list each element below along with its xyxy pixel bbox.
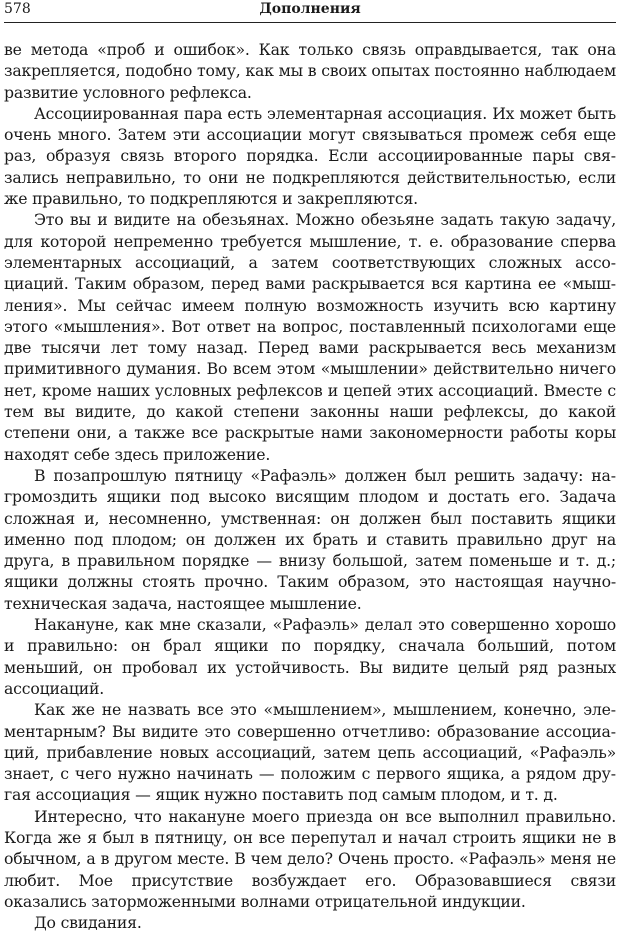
paragraph: В позапрошлую пятницу «Рафаэль» должен был решить задачу: нагромоздить ящики под высоко висящим плодом и достать его. Задача сложная и, несомненно, умственная: он должен был поставить ящики именно под плодом; он должен их брать и ставить правильно друг на друга, в правильном порядке — внизу большой, затем поменьше и т. д.; ящики должны стоять прочно. Таким образом, это настоящая научно-техническая задача, настоящее мышление. — [4, 465, 616, 613]
paragraph: Интересно, что накануне моего приезда он все выполнил правильно. Когда же я был в пятницу, он все перепутал и начал строить ящики не в обычном, а в другом месте. В чем дело? Очень просто. «Рафаэль» меня не любит. Мое присутствие возбуждает его. Образовавшиеся связи оказались заторможенными волнами отрицательной индукции. — [4, 806, 616, 911]
paragraph: Накануне, как мне сказали, «Рафаэль» делал это совершенно хорошо и правильно: он брал ящики по порядку, сначала больший, потом меньший, он пробовал их устойчивость. Вы видите целый ряд разных ассоциаций. — [4, 615, 616, 698]
paragraph: Как же не назвать все это «мышлением», мышлением, конечно, элементарным? Вы видите это совершенно отчетливо: образование ассоциаций, прибавление новых ассоциаций, затем цепь ассоциаций, «Рафаэль» знает, с чего нужно начинать — положим с первого ящика, а рядом другая ассоциация — ящик нужно поставить под самым плодом, и т. д. — [4, 700, 616, 805]
document-page — [4, 0, 616, 933]
paragraph: Это вы и видите на обезьянах. Можно обезьяне задать такую задачу, для которой непременно требуется мышление, т. е. образование сперва элементарных ассоциаций, а затем соответствующих сложных ассоциаций. Таким образом, перед вами раскрывается вся картина ее «мышления». Мы сейчас имеем полную возможность изучить всю картину этого «мышления». Вот ответ на вопрос, поставленный психологами еще две тысячи лет тому назад. Перед вами раскрывается весь механизм примитивного думания. Во всем этом «мышлении» действительно ничего нет, кроме наших условных рефлексов и цепей этих ассоциаций. Вместе с тем вы видите, до какой степени законны наши рефлексы, до какой степени они, а также все раскрытые нами закономерности работы коры находят себе здесь приложение. — [4, 210, 616, 464]
closing-line: До свидания. — [34, 913, 142, 933]
paragraph-continued: ве метода «проб и ошибок». Как только связь оправдывается, так она закрепляется, подобно тому, как мы в своих опытах постоянно наблюдаем развитие условного рефлекса. — [4, 40, 616, 102]
page-number: 578 — [4, 1, 31, 17]
body-text — [4, 39, 616, 933]
page-header — [4, 0, 616, 23]
running-title: Дополнения — [259, 1, 361, 17]
paragraph: Ассоциированная пара есть элементарная ассоциация. Их может быть очень много. Затем эти ассоциации могут связываться промеж себя еще раз, образуя связь второго порядка. Если ассоциированные пары связались неправильно, то они не подкрепляются действительностью, если же правильно, то подкрепляются и закрепляются. — [4, 103, 616, 209]
